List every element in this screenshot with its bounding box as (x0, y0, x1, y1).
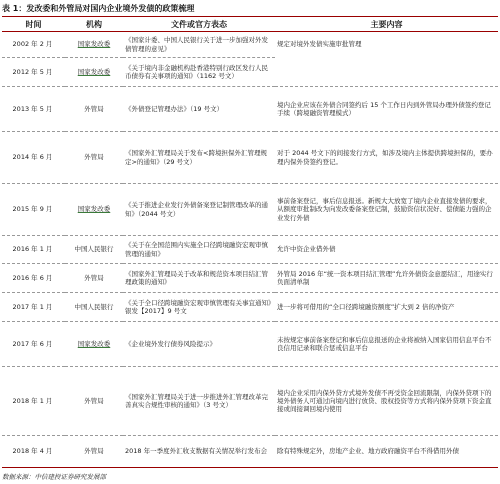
table-row (2, 293, 498, 322)
cell-main: 事前备案登记，事后信息报送。新规大大放宽了境内企业直接发债的要求，从额度审批制改为向发改委备案登记制，鼓励资信状况好、偿债能力强的企业发行外债 (275, 184, 498, 236)
cell-main: 境内企业采用内保外贷方式境外发债不再受资金回流限制，内保外贷项下的境外债务人可通过向境内进行放贷、股权投资等方式将内保外贷项下资金直接或间接调回境内使用 (275, 367, 498, 436)
cell-org: 外管局 (65, 87, 123, 132)
cell-time: 2017 年 6 月 (2, 322, 65, 367)
cell-main: 允许中资企业借外债 (275, 236, 498, 264)
cell-doc: 《企业境外发行债券风险提示》 (123, 322, 275, 367)
table-row (2, 236, 498, 264)
cell-main: 进一步将可借用的“全口径跨境融资额度”扩大到 2 倍的净资产 (275, 293, 498, 322)
cell-time: 2018 年 1 月 (2, 367, 65, 436)
cell-main: 规定对境外发债实施审批管理 (275, 32, 498, 87)
cell-org: 国家发改委 (65, 58, 123, 87)
cell-doc: 《外债登记管理办法》（19 号文） (123, 87, 275, 132)
cell-main: 外管局 2016 年“统一资本项目结汇管理”允许外债资金意愿结汇，用途实行负面清单制 (275, 264, 498, 293)
cell-doc: 《国家外汇管理局关于进一步推进外汇管理改革完善真实合规性审核的通知》（3 号文） (123, 367, 275, 436)
source-note: 数据来源：中信建投证券研究发展部 (2, 473, 106, 481)
cell-org: 国家发改委 (65, 322, 123, 367)
cell-org: 外管局 (65, 436, 123, 468)
header-main: 主要内容 (275, 17, 498, 32)
cell-doc: 《国家外汇管理局关于发布<跨境担保外汇管理规定>的通知》（29 号文） (123, 132, 275, 184)
cell-time: 2012 年 5 月 (2, 58, 65, 87)
cell-time: 2018 年 4 月 (2, 436, 65, 468)
header-doc: 文件或官方表态 (123, 17, 275, 32)
header-row (2, 17, 498, 32)
cell-doc: 《关于推进企业发行外债备案登记制管理改革的通知》（2044 号文） (123, 184, 275, 236)
table-title: 表 1：发改委和外管局对国内企业境外发债的政策梳理 (2, 4, 195, 13)
cell-org: 外管局 (65, 264, 123, 293)
cell-org: 国家发改委 (65, 184, 123, 236)
policy-table (2, 16, 498, 468)
table-row (2, 184, 498, 236)
cell-time: 2016 年 1 月 (2, 236, 65, 264)
cell-time: 2014 年 6 月 (2, 132, 65, 184)
cell-main: 境内企业应该在外债合同签约后 15 个工作日内到外管局办理外债签约登记手续（跨境融资管理模式） (275, 87, 498, 132)
table-row (2, 32, 498, 58)
cell-time: 2002 年 2 月 (2, 32, 65, 58)
table-row (2, 436, 498, 468)
cell-doc: 《关于在全国范围内实施全口径跨境融资宏观审慎管理的通知》 (123, 236, 275, 264)
cell-org: 国家发改委 (65, 32, 123, 58)
cell-time: 2013 年 5 月 (2, 87, 65, 132)
cell-doc: 《国家计委、中国人民银行关于进一步加强对外发债管理的意见》 (123, 32, 275, 58)
cell-time: 2015 年 9 月 (2, 184, 65, 236)
cell-main: 除有特殊规定外，房地产企业、地方政府融资平台不得借用外债 (275, 436, 498, 468)
cell-doc: 《关于全口径跨境融资宏观审慎管理有关事宜通知》银发【2017】9 号文 (123, 293, 275, 322)
table-row (2, 322, 498, 367)
cell-time: 2016 年 6 月 (2, 264, 65, 293)
cell-main: 未按规定事前备案登记和事后信息报送的企业将被纳入国家信用信息平台不良信用记录和联合惩戒信息平台 (275, 322, 498, 367)
table-row (2, 87, 498, 132)
cell-doc: 《关于境内非金融机构赴香港特别行政区发行人民币债券有关事项的通知》（1162 号文） (123, 58, 275, 87)
cell-org: 中国人民银行 (65, 293, 123, 322)
cell-time: 2017 年 1 月 (2, 293, 65, 322)
table-row (2, 132, 498, 184)
table-row (2, 367, 498, 436)
cell-org: 外管局 (65, 132, 123, 184)
header-time: 时间 (2, 17, 65, 32)
cell-org: 外管局 (65, 367, 123, 436)
table-row (2, 264, 498, 293)
cell-org: 中国人民银行 (65, 236, 123, 264)
header-org: 机构 (65, 17, 123, 32)
cell-doc: 2018 年一季度外汇收支数据有关情况举行发布会 (123, 436, 275, 468)
cell-doc: 《国家外汇管理局关于改革和规范资本项目结汇管理政策的通知》 (123, 264, 275, 293)
cell-main: 对于 2044 号文下的间接发行方式，如涉及境内主体提供跨境担保的，要办理内保外贷签约登记。 (275, 132, 498, 184)
